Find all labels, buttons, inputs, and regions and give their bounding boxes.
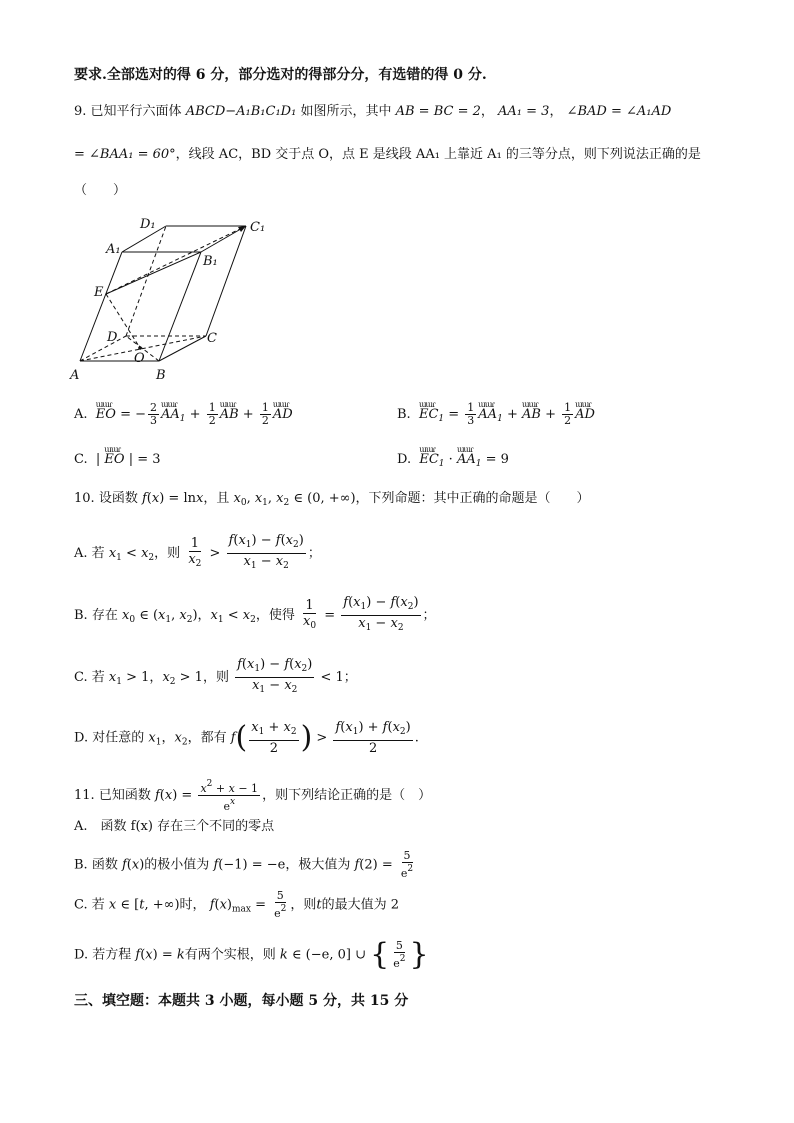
- q11-option-A: A. 函数 f(x) 存在三个不同的零点: [74, 819, 275, 834]
- label-A1: A₁: [106, 242, 121, 257]
- q9-text1: 已知平行六面体: [90, 104, 182, 119]
- q9-stem-line1: 9. 已知平行六面体 ABCD−A₁B₁C₁D₁ 如图所示，其中 AB = BC = 2， AA₁ = 3， ∠BAD = ∠A₁AD: [74, 104, 672, 119]
- q9-text2: 如图所示，其中: [300, 104, 392, 119]
- q9-option-A: A. ɯɯɾ EO = − $\frac{2}{3}$ ɯɯɾ $AA_1$ + $\frac{1}{2}$ ɯɯɾ AB + $\frac{1}{2}$ ɯɯɾ AD: [74, 400, 293, 428]
- q9-option-C: C. | ɯɯɾ EO | = 3: [74, 445, 161, 469]
- q9-blank: （ ）: [74, 183, 127, 198]
- q11-stem: 11. 已知函数 f(x) = $\frac{x^2 + x - 1}{e^x}$ ，则下列结论正确的是（ ）: [74, 779, 432, 813]
- q11-C-text1: 若: [91, 897, 105, 913]
- q11-D-text2: 有两个实根，则: [184, 947, 276, 963]
- q10-stem-c: ，下列命题：其中正确的命题是（ ）: [355, 491, 590, 506]
- q11-option-D: D. 若方程 f(x) = k有两个实根，则 k ∈ (−e, 0] ∪ { $\frac{5}{e^2}$ }: [74, 937, 429, 972]
- label-B: B: [156, 368, 166, 383]
- q11-B-text3: ，极大值为: [285, 857, 351, 873]
- q10-B-text: 存在: [91, 608, 118, 623]
- label-A: A: [70, 368, 80, 383]
- q11-option-C: C. 若 x ∈ [t, +∞)时， $f(x)_{max}$ = $\frac{5}{e^2}$ ，则t的最大值为 2: [74, 889, 400, 920]
- q10-C-text: 若: [91, 670, 105, 685]
- q10-B-label: B.: [74, 608, 88, 623]
- label-D1: D₁: [140, 217, 156, 232]
- q10-C-then: ，则: [202, 670, 229, 685]
- q10-option-A: A. 若 $x_1 < x_2$，则 $\frac{1}{x_2}$ > $\frac{f(x_1) - f(x_2)}{x_1 - x_2}$ ；: [74, 533, 321, 571]
- q10-A-then: ，则: [154, 546, 181, 561]
- q11-C-label: C.: [74, 897, 88, 913]
- q11-stem-b: ，则下列结论正确的是（ ）: [262, 788, 432, 803]
- edge-BB1: [159, 252, 201, 361]
- q11-number: 11.: [74, 788, 95, 803]
- q9-cond2: AA₁ = 3: [498, 104, 550, 119]
- label-C: C: [207, 331, 217, 346]
- q11-C-text3: ，则: [290, 897, 317, 913]
- q11-D-label: D.: [74, 947, 89, 963]
- q9-option-D: D. ɯɯɾ $EC_1$ · ɯɯɾ $AA_1 = 9$: [397, 445, 509, 473]
- q9-optC-label: C.: [74, 452, 88, 467]
- edge-BC: [159, 336, 206, 361]
- q10-option-D: D. 对任意的 $x_1$，$x_2$，都有 f( $\frac{x_1 + x_2}{2}$ ) > $\frac{f(x_1) + f(x_2)}{2}$ .: [74, 720, 419, 756]
- q9-solid: ABCD−A₁B₁C₁D₁: [185, 104, 297, 119]
- q9-option-B: B. ɯɯɾ $EC_1$ = $\frac{1}{3}$ ɯɯɾ $AA_1$ + ɯɯɾ AB + $\frac{1}{2}$ ɯɯɾ AD: [397, 400, 595, 428]
- q11-C-text4: 的最大值为 2: [321, 897, 400, 913]
- label-B1: B₁: [203, 254, 218, 269]
- scoring-instruction: 要求.全部选对的得 6 分，部分选对的得部分分，有选错的得 0 分.: [74, 67, 487, 83]
- q11-C-text2: 时，: [179, 897, 206, 913]
- q10-C-label: C.: [74, 670, 88, 685]
- q11-option-B: B. 函数 f(x)的极小值为 f(−1) = −e，极大值为 f(2) = $\frac{5}{e^2}$: [74, 849, 414, 880]
- parallelepiped-figure: [62, 210, 282, 385]
- q9-stem-line2: [74, 146, 701, 164]
- q10-option-C: C. 若 $x_1 > 1$，$x_2 > 1$，则 $\frac{f(x_1) - f(x_2)}{x_1 - x_2}$ < 1；: [74, 657, 357, 695]
- q10-D-text: 对任意的: [92, 730, 145, 746]
- q9-optB-label: B.: [397, 407, 411, 422]
- q10-stem: 10. 设函数 f(x) = lnx，且 $x_0$, $x_1$, $x_2$ ∈ (0, +∞)，下列命题：其中正确的命题是（ ）: [74, 491, 590, 508]
- q10-stem-a: 设函数: [98, 491, 138, 506]
- q11-B-label: B.: [74, 857, 88, 873]
- q9-cond3: ∠BAD = ∠A₁AD: [566, 104, 672, 119]
- q10-D-mid: ，都有: [187, 730, 227, 746]
- q11-D-text1: 若方程: [92, 947, 132, 963]
- q11-B-text1: 函数: [91, 857, 118, 873]
- edge-AD: [80, 336, 126, 361]
- q10-option-B: B. 存在 $x_0$ ∈ ($x_1$, $x_2$)，$x_1 < x_2$，使得 $\frac{1}{x_0}$ = $\frac{f(x_1) - f(x_2)}{x_1 - x_2}$ ；: [74, 595, 436, 633]
- q9-optA-label: A.: [74, 407, 88, 422]
- q10-A-text: 若: [91, 546, 105, 561]
- q9-text3: ，线段 AC，BD 交于点 O，点 E 是线段 AA₁ 上靠近 A₁ 的三等分点，则下列说法正确的是: [175, 147, 701, 162]
- edge-CC1: [206, 226, 246, 336]
- q9-number: 9.: [74, 104, 87, 119]
- label-O: O: [134, 351, 145, 366]
- point-O: [138, 346, 142, 350]
- label-D: D: [107, 330, 118, 345]
- q10-stem-b: ，且: [203, 491, 230, 506]
- q11-stem-a: 已知函数: [98, 788, 151, 803]
- q10-B-mid: ，使得: [255, 608, 295, 623]
- q11-B-text2: 的极小值为: [144, 857, 210, 873]
- label-E: E: [94, 285, 104, 300]
- q10-D-label: D.: [74, 730, 89, 746]
- section-3-heading: 三、填空题：本题共 3 小题，每小题 5 分，共 15 分: [74, 993, 409, 1009]
- q9-cond4: = ∠BAA₁ = 60°: [74, 147, 176, 162]
- q9-cond1: AB = BC = 2: [395, 104, 481, 119]
- q10-number: 10.: [74, 491, 95, 506]
- edge-B1C1: [201, 226, 246, 252]
- label-C1: C₁: [250, 220, 266, 235]
- q9-optD-label: D.: [397, 452, 412, 467]
- q10-A-label: A.: [74, 546, 88, 561]
